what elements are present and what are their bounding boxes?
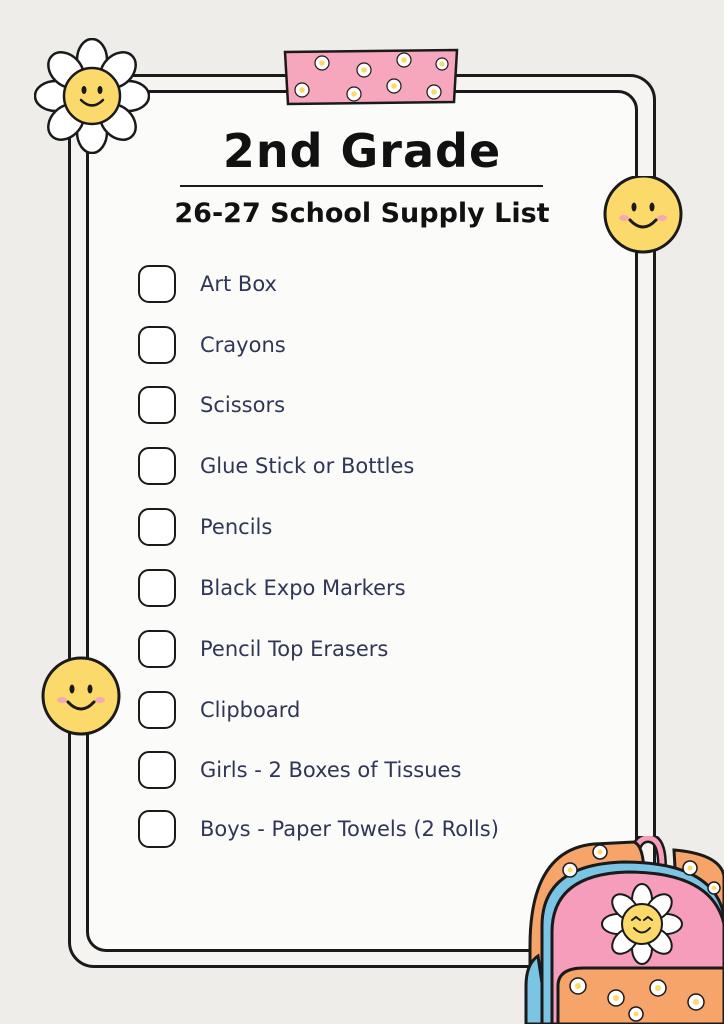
list-item: [138, 505, 272, 549]
smiley-face-icon: [38, 656, 124, 736]
list-item: [138, 444, 414, 488]
item-checkbox[interactable]: [138, 691, 176, 729]
item-label: Clipboard: [200, 698, 301, 722]
item-label: Glue Stick or Bottles: [200, 454, 415, 478]
page-title: 2nd Grade: [222, 124, 502, 178]
item-checkbox[interactable]: [138, 508, 176, 546]
item-label: Pencils: [200, 515, 273, 539]
list-item: [138, 566, 406, 610]
list-item: [138, 383, 285, 427]
item-checkbox[interactable]: [138, 751, 176, 789]
item-checkbox[interactable]: [138, 447, 176, 485]
list-item: [138, 627, 388, 671]
list-item: [138, 748, 461, 792]
item-checkbox[interactable]: [138, 810, 176, 848]
item-label: Girls - 2 Boxes of Tissues: [200, 758, 462, 782]
backpack-icon: [524, 836, 724, 1024]
item-label: Art Box: [200, 272, 277, 296]
item-label: Pencil Top Erasers: [200, 637, 389, 661]
list-item: [138, 323, 286, 367]
item-checkbox[interactable]: [138, 569, 176, 607]
item-label: Black Expo Markers: [200, 576, 406, 600]
title-divider: [180, 185, 543, 187]
item-checkbox[interactable]: [138, 326, 176, 364]
item-checkbox[interactable]: [138, 265, 176, 303]
item-checkbox[interactable]: [138, 386, 176, 424]
item-label: Boys - Paper Towels (2 Rolls): [200, 817, 499, 841]
list-item: [138, 688, 300, 732]
item-label: Scissors: [200, 393, 286, 417]
item-checkbox[interactable]: [138, 630, 176, 668]
list-item: [138, 807, 499, 851]
page-subtitle: 26-27 School Supply List: [174, 198, 550, 229]
list-item: [138, 262, 277, 306]
washi-tape-icon: [282, 48, 460, 106]
item-label: Crayons: [200, 333, 286, 357]
